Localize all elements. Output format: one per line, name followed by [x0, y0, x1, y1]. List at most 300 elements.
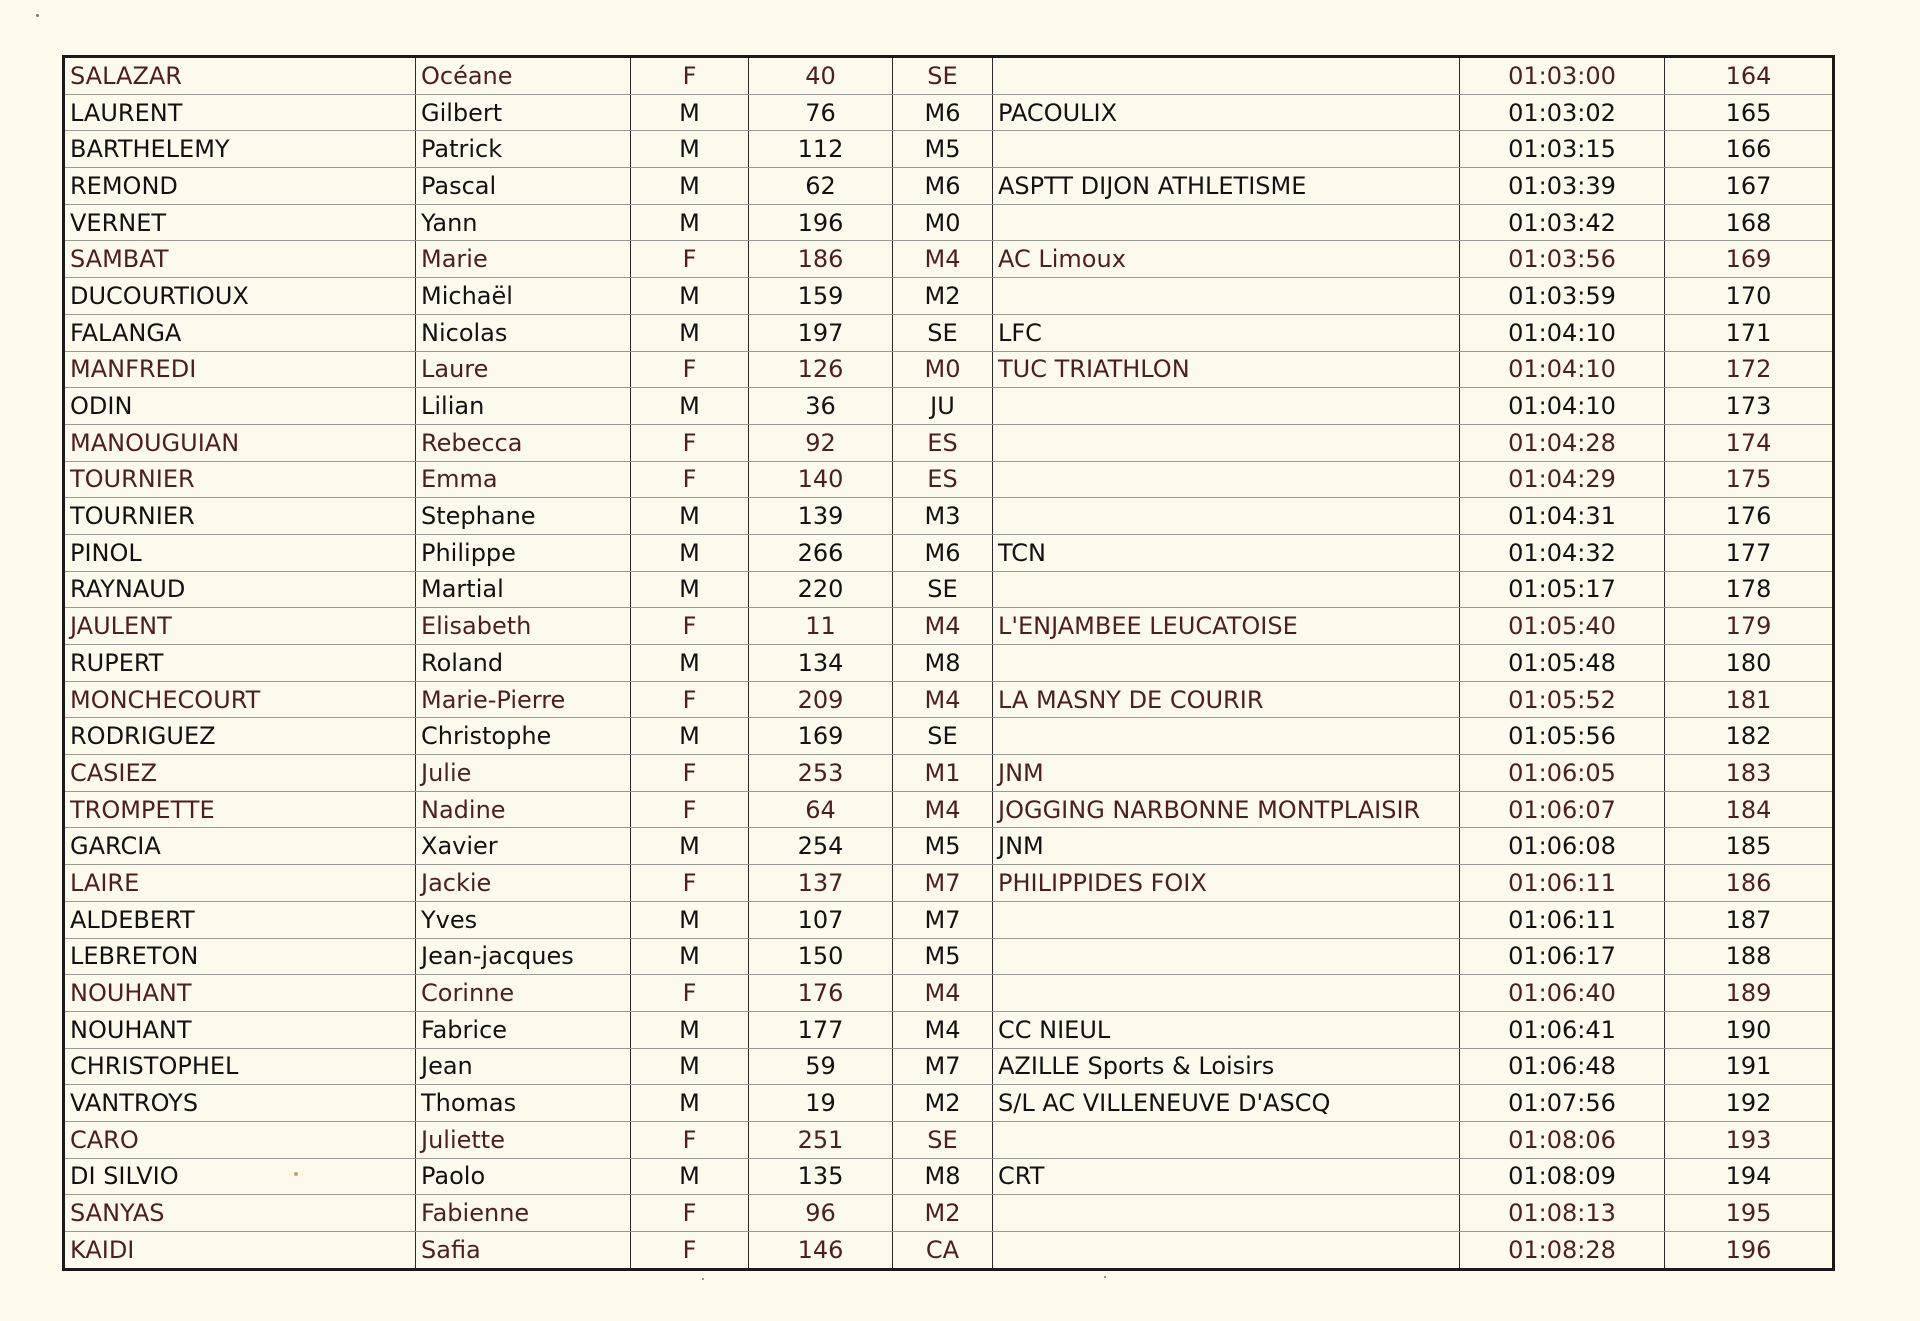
cell-place: 164 [1665, 57, 1834, 95]
cell-prenom: Yves [416, 901, 631, 938]
cell-dossard: 137 [749, 865, 893, 902]
table-row [64, 1195, 1834, 1232]
cell-prenom: Elisabeth [416, 608, 631, 645]
cell-prenom: Thomas [416, 1085, 631, 1122]
cell-club [993, 571, 1460, 608]
cell-prenom: Martial [416, 571, 631, 608]
cell-dossard: 220 [749, 571, 893, 608]
cell-sexe: F [631, 755, 749, 792]
cell-place: 179 [1665, 608, 1834, 645]
cell-place: 181 [1665, 681, 1834, 718]
cell-nom: MONCHECOURT [64, 681, 416, 718]
cell-prenom: Pascal [416, 168, 631, 205]
table-row [64, 1232, 1834, 1270]
cell-sexe: M [631, 168, 749, 205]
cell-nom: TOURNIER [64, 461, 416, 498]
cell-nom: ODIN [64, 388, 416, 425]
cell-sexe: M [631, 938, 749, 975]
cell-sexe: M [631, 534, 749, 571]
cell-dossard: 150 [749, 938, 893, 975]
table-row [64, 351, 1834, 388]
cell-nom: MANOUGUIAN [64, 424, 416, 461]
cell-sexe: F [631, 241, 749, 278]
cell-place: 191 [1665, 1048, 1834, 1085]
results-table [62, 55, 1835, 1271]
cell-categorie: M5 [893, 131, 993, 168]
table-row [64, 718, 1834, 755]
cell-temps: 01:06:11 [1460, 901, 1665, 938]
cell-nom: VANTROYS [64, 1085, 416, 1122]
table-row [64, 1158, 1834, 1195]
cell-dossard: 64 [749, 791, 893, 828]
cell-dossard: 76 [749, 94, 893, 131]
cell-dossard: 177 [749, 1011, 893, 1048]
table-row [64, 388, 1834, 425]
cell-prenom: Patrick [416, 131, 631, 168]
cell-place: 166 [1665, 131, 1834, 168]
cell-dossard: 40 [749, 57, 893, 95]
table-row [64, 608, 1834, 645]
cell-club [993, 57, 1460, 95]
cell-prenom: Jean [416, 1048, 631, 1085]
cell-club: L'ENJAMBEE LEUCATOISE [993, 608, 1460, 645]
cell-sexe: M [631, 314, 749, 351]
cell-nom: DUCOURTIOUX [64, 278, 416, 315]
cell-sexe: F [631, 608, 749, 645]
table-row [64, 865, 1834, 902]
cell-categorie: M8 [893, 1158, 993, 1195]
cell-nom: SANYAS [64, 1195, 416, 1232]
cell-temps: 01:08:06 [1460, 1121, 1665, 1158]
cell-dossard: 251 [749, 1121, 893, 1158]
cell-dossard: 196 [749, 204, 893, 241]
cell-sexe: M [631, 278, 749, 315]
cell-categorie: M4 [893, 681, 993, 718]
cell-prenom: Nicolas [416, 314, 631, 351]
cell-dossard: 36 [749, 388, 893, 425]
cell-categorie: JU [893, 388, 993, 425]
cell-categorie: M0 [893, 351, 993, 388]
cell-nom: JAULENT [64, 608, 416, 645]
cell-temps: 01:06:17 [1460, 938, 1665, 975]
cell-club [993, 1121, 1460, 1158]
cell-nom: REMOND [64, 168, 416, 205]
cell-nom: CHRISTOPHEL [64, 1048, 416, 1085]
cell-place: 189 [1665, 975, 1834, 1012]
cell-temps: 01:03:00 [1460, 57, 1665, 95]
table-row [64, 498, 1834, 535]
cell-prenom: Jackie [416, 865, 631, 902]
cell-prenom: Marie [416, 241, 631, 278]
cell-sexe: M [631, 1158, 749, 1195]
cell-prenom: Yann [416, 204, 631, 241]
cell-sexe: F [631, 1232, 749, 1270]
cell-categorie: M0 [893, 204, 993, 241]
cell-club [993, 424, 1460, 461]
cell-categorie: M5 [893, 938, 993, 975]
cell-nom: RAYNAUD [64, 571, 416, 608]
cell-temps: 01:05:48 [1460, 645, 1665, 682]
cell-temps: 01:03:42 [1460, 204, 1665, 241]
cell-dossard: 209 [749, 681, 893, 718]
cell-sexe: F [631, 57, 749, 95]
cell-nom: PINOL [64, 534, 416, 571]
cell-dossard: 19 [749, 1085, 893, 1122]
cell-place: 172 [1665, 351, 1834, 388]
cell-nom: CARO [64, 1121, 416, 1158]
cell-temps: 01:04:10 [1460, 388, 1665, 425]
cell-club: PACOULIX [993, 94, 1460, 131]
cell-place: 190 [1665, 1011, 1834, 1048]
cell-place: 183 [1665, 755, 1834, 792]
cell-sexe: M [631, 498, 749, 535]
table-row [64, 645, 1834, 682]
cell-club [993, 388, 1460, 425]
cell-place: 186 [1665, 865, 1834, 902]
cell-dossard: 140 [749, 461, 893, 498]
cell-club: ASPTT DIJON ATHLETISME [993, 168, 1460, 205]
cell-nom: LAIRE [64, 865, 416, 902]
cell-dossard: 254 [749, 828, 893, 865]
cell-place: 184 [1665, 791, 1834, 828]
cell-dossard: 186 [749, 241, 893, 278]
cell-sexe: F [631, 1195, 749, 1232]
cell-prenom: Stephane [416, 498, 631, 535]
table-row [64, 938, 1834, 975]
cell-club: S/L AC VILLENEUVE D'ASCQ [993, 1085, 1460, 1122]
cell-prenom: Juliette [416, 1121, 631, 1158]
cell-temps: 01:04:29 [1460, 461, 1665, 498]
scan-speck [36, 14, 39, 17]
cell-club [993, 975, 1460, 1012]
cell-sexe: M [631, 645, 749, 682]
table-row [64, 1085, 1834, 1122]
cell-sexe: M [631, 131, 749, 168]
cell-temps: 01:08:13 [1460, 1195, 1665, 1232]
cell-club [993, 131, 1460, 168]
cell-nom: TOURNIER [64, 498, 416, 535]
cell-sexe: M [631, 1085, 749, 1122]
cell-temps: 01:03:59 [1460, 278, 1665, 315]
cell-club: PHILIPPIDES FOIX [993, 865, 1460, 902]
cell-dossard: 159 [749, 278, 893, 315]
cell-place: 180 [1665, 645, 1834, 682]
cell-sexe: F [631, 1121, 749, 1158]
cell-place: 192 [1665, 1085, 1834, 1122]
cell-nom: TROMPETTE [64, 791, 416, 828]
table-row [64, 57, 1834, 95]
table-row [64, 828, 1834, 865]
cell-nom: SAMBAT [64, 241, 416, 278]
cell-categorie: M3 [893, 498, 993, 535]
cell-prenom: Océane [416, 57, 631, 95]
cell-temps: 01:07:56 [1460, 1085, 1665, 1122]
cell-categorie: M7 [893, 1048, 993, 1085]
table-row [64, 1011, 1834, 1048]
cell-temps: 01:03:56 [1460, 241, 1665, 278]
cell-temps: 01:06:07 [1460, 791, 1665, 828]
cell-nom: DI SILVIO [64, 1158, 416, 1195]
table-row [64, 424, 1834, 461]
cell-prenom: Paolo [416, 1158, 631, 1195]
cell-sexe: F [631, 424, 749, 461]
cell-categorie: M4 [893, 608, 993, 645]
cell-nom: CASIEZ [64, 755, 416, 792]
table-row [64, 278, 1834, 315]
cell-prenom: Michaël [416, 278, 631, 315]
cell-dossard: 59 [749, 1048, 893, 1085]
cell-place: 178 [1665, 571, 1834, 608]
cell-club: AZILLE Sports & Loisirs [993, 1048, 1460, 1085]
cell-club: JNM [993, 828, 1460, 865]
cell-club [993, 938, 1460, 975]
cell-club [993, 461, 1460, 498]
cell-temps: 01:06:11 [1460, 865, 1665, 902]
cell-categorie: SE [893, 57, 993, 95]
cell-dossard: 11 [749, 608, 893, 645]
cell-club [993, 278, 1460, 315]
cell-sexe: F [631, 351, 749, 388]
cell-place: 188 [1665, 938, 1834, 975]
table-row [64, 461, 1834, 498]
cell-place: 176 [1665, 498, 1834, 535]
cell-categorie: SE [893, 571, 993, 608]
cell-prenom: Nadine [416, 791, 631, 828]
cell-prenom: Corinne [416, 975, 631, 1012]
cell-categorie: CA [893, 1232, 993, 1270]
cell-club [993, 1232, 1460, 1270]
cell-temps: 01:04:10 [1460, 351, 1665, 388]
cell-place: 195 [1665, 1195, 1834, 1232]
table-row [64, 94, 1834, 131]
cell-dossard: 62 [749, 168, 893, 205]
cell-sexe: F [631, 681, 749, 718]
cell-place: 168 [1665, 204, 1834, 241]
table-row [64, 975, 1834, 1012]
cell-categorie: M4 [893, 791, 993, 828]
cell-place: 182 [1665, 718, 1834, 755]
cell-sexe: F [631, 461, 749, 498]
cell-categorie: ES [893, 461, 993, 498]
cell-categorie: M6 [893, 94, 993, 131]
cell-sexe: M [631, 388, 749, 425]
cell-nom: VERNET [64, 204, 416, 241]
cell-temps: 01:08:09 [1460, 1158, 1665, 1195]
cell-prenom: Rebecca [416, 424, 631, 461]
cell-categorie: ES [893, 424, 993, 461]
scan-speck [702, 1278, 704, 1280]
cell-club: CC NIEUL [993, 1011, 1460, 1048]
cell-categorie: M2 [893, 278, 993, 315]
cell-temps: 01:03:02 [1460, 94, 1665, 131]
cell-categorie: SE [893, 718, 993, 755]
cell-prenom: Philippe [416, 534, 631, 571]
cell-club: JOGGING NARBONNE MONTPLAISIR [993, 791, 1460, 828]
cell-nom: SALAZAR [64, 57, 416, 95]
cell-categorie: M1 [893, 755, 993, 792]
cell-nom: RUPERT [64, 645, 416, 682]
cell-club [993, 718, 1460, 755]
cell-categorie: M4 [893, 1011, 993, 1048]
cell-dossard: 197 [749, 314, 893, 351]
cell-temps: 01:05:17 [1460, 571, 1665, 608]
table-row [64, 1048, 1834, 1085]
cell-dossard: 253 [749, 755, 893, 792]
table-row [64, 168, 1834, 205]
cell-club: LA MASNY DE COURIR [993, 681, 1460, 718]
cell-dossard: 266 [749, 534, 893, 571]
cell-club: TUC TRIATHLON [993, 351, 1460, 388]
cell-club: JNM [993, 755, 1460, 792]
cell-temps: 01:03:39 [1460, 168, 1665, 205]
cell-temps: 01:05:40 [1460, 608, 1665, 645]
cell-club [993, 901, 1460, 938]
cell-nom: NOUHANT [64, 1011, 416, 1048]
cell-place: 171 [1665, 314, 1834, 351]
cell-categorie: M8 [893, 645, 993, 682]
cell-place: 173 [1665, 388, 1834, 425]
cell-club: TCN [993, 534, 1460, 571]
cell-sexe: F [631, 791, 749, 828]
cell-nom: BARTHELEMY [64, 131, 416, 168]
cell-temps: 01:05:56 [1460, 718, 1665, 755]
cell-sexe: M [631, 571, 749, 608]
results-body [64, 57, 1834, 1270]
cell-temps: 01:05:52 [1460, 681, 1665, 718]
cell-categorie: M4 [893, 241, 993, 278]
cell-place: 177 [1665, 534, 1834, 571]
cell-temps: 01:04:10 [1460, 314, 1665, 351]
cell-nom: LEBRETON [64, 938, 416, 975]
cell-nom: ALDEBERT [64, 901, 416, 938]
cell-dossard: 146 [749, 1232, 893, 1270]
table-row [64, 755, 1834, 792]
cell-dossard: 139 [749, 498, 893, 535]
cell-place: 193 [1665, 1121, 1834, 1158]
cell-sexe: M [631, 1048, 749, 1085]
cell-prenom: Laure [416, 351, 631, 388]
cell-place: 185 [1665, 828, 1834, 865]
cell-prenom: Fabienne [416, 1195, 631, 1232]
table-row [64, 534, 1834, 571]
cell-categorie: SE [893, 314, 993, 351]
cell-club: CRT [993, 1158, 1460, 1195]
cell-dossard: 169 [749, 718, 893, 755]
cell-dossard: 134 [749, 645, 893, 682]
cell-temps: 01:04:31 [1460, 498, 1665, 535]
cell-place: 194 [1665, 1158, 1834, 1195]
cell-place: 175 [1665, 461, 1834, 498]
cell-sexe: F [631, 975, 749, 1012]
scan-speck [1104, 1276, 1106, 1278]
cell-categorie: M6 [893, 534, 993, 571]
cell-sexe: M [631, 204, 749, 241]
cell-club: AC Limoux [993, 241, 1460, 278]
cell-prenom: Emma [416, 461, 631, 498]
cell-club [993, 498, 1460, 535]
cell-nom: GARCIA [64, 828, 416, 865]
cell-prenom: Safia [416, 1232, 631, 1270]
cell-club [993, 645, 1460, 682]
cell-prenom: Lilian [416, 388, 631, 425]
cell-categorie: M4 [893, 975, 993, 1012]
cell-sexe: M [631, 718, 749, 755]
table-row [64, 571, 1834, 608]
cell-prenom: Roland [416, 645, 631, 682]
table-row [64, 791, 1834, 828]
cell-temps: 01:06:05 [1460, 755, 1665, 792]
cell-dossard: 176 [749, 975, 893, 1012]
cell-prenom: Xavier [416, 828, 631, 865]
table-row [64, 241, 1834, 278]
cell-prenom: Julie [416, 755, 631, 792]
cell-place: 169 [1665, 241, 1834, 278]
cell-temps: 01:06:41 [1460, 1011, 1665, 1048]
cell-categorie: M6 [893, 168, 993, 205]
cell-club [993, 204, 1460, 241]
cell-club: LFC [993, 314, 1460, 351]
cell-dossard: 96 [749, 1195, 893, 1232]
cell-categorie: SE [893, 1121, 993, 1158]
cell-nom: RODRIGUEZ [64, 718, 416, 755]
cell-place: 196 [1665, 1232, 1834, 1270]
cell-temps: 01:06:40 [1460, 975, 1665, 1012]
cell-sexe: M [631, 828, 749, 865]
cell-dossard: 92 [749, 424, 893, 461]
cell-categorie: M7 [893, 865, 993, 902]
cell-sexe: M [631, 1011, 749, 1048]
cell-club [993, 1195, 1460, 1232]
cell-nom: NOUHANT [64, 975, 416, 1012]
cell-dossard: 135 [749, 1158, 893, 1195]
cell-categorie: M2 [893, 1195, 993, 1232]
table-row [64, 314, 1834, 351]
cell-temps: 01:06:08 [1460, 828, 1665, 865]
cell-prenom: Fabrice [416, 1011, 631, 1048]
cell-prenom: Christophe [416, 718, 631, 755]
cell-temps: 01:06:48 [1460, 1048, 1665, 1085]
cell-prenom: Gilbert [416, 94, 631, 131]
cell-place: 170 [1665, 278, 1834, 315]
cell-nom: FALANGA [64, 314, 416, 351]
table-row [64, 901, 1834, 938]
cell-temps: 01:04:32 [1460, 534, 1665, 571]
cell-place: 187 [1665, 901, 1834, 938]
cell-nom: KAIDI [64, 1232, 416, 1270]
cell-dossard: 126 [749, 351, 893, 388]
cell-temps: 01:03:15 [1460, 131, 1665, 168]
cell-place: 167 [1665, 168, 1834, 205]
table-row [64, 1121, 1834, 1158]
cell-dossard: 107 [749, 901, 893, 938]
cell-categorie: M5 [893, 828, 993, 865]
cell-place: 165 [1665, 94, 1834, 131]
cell-place: 174 [1665, 424, 1834, 461]
cell-temps: 01:08:28 [1460, 1232, 1665, 1270]
table-row [64, 204, 1834, 241]
cell-sexe: M [631, 901, 749, 938]
cell-dossard: 112 [749, 131, 893, 168]
cell-sexe: M [631, 94, 749, 131]
cell-prenom: Jean-jacques [416, 938, 631, 975]
cell-nom: LAURENT [64, 94, 416, 131]
cell-temps: 01:04:28 [1460, 424, 1665, 461]
cell-prenom: Marie-Pierre [416, 681, 631, 718]
table-row [64, 131, 1834, 168]
table-row [64, 681, 1834, 718]
cell-categorie: M2 [893, 1085, 993, 1122]
cell-nom: MANFREDI [64, 351, 416, 388]
